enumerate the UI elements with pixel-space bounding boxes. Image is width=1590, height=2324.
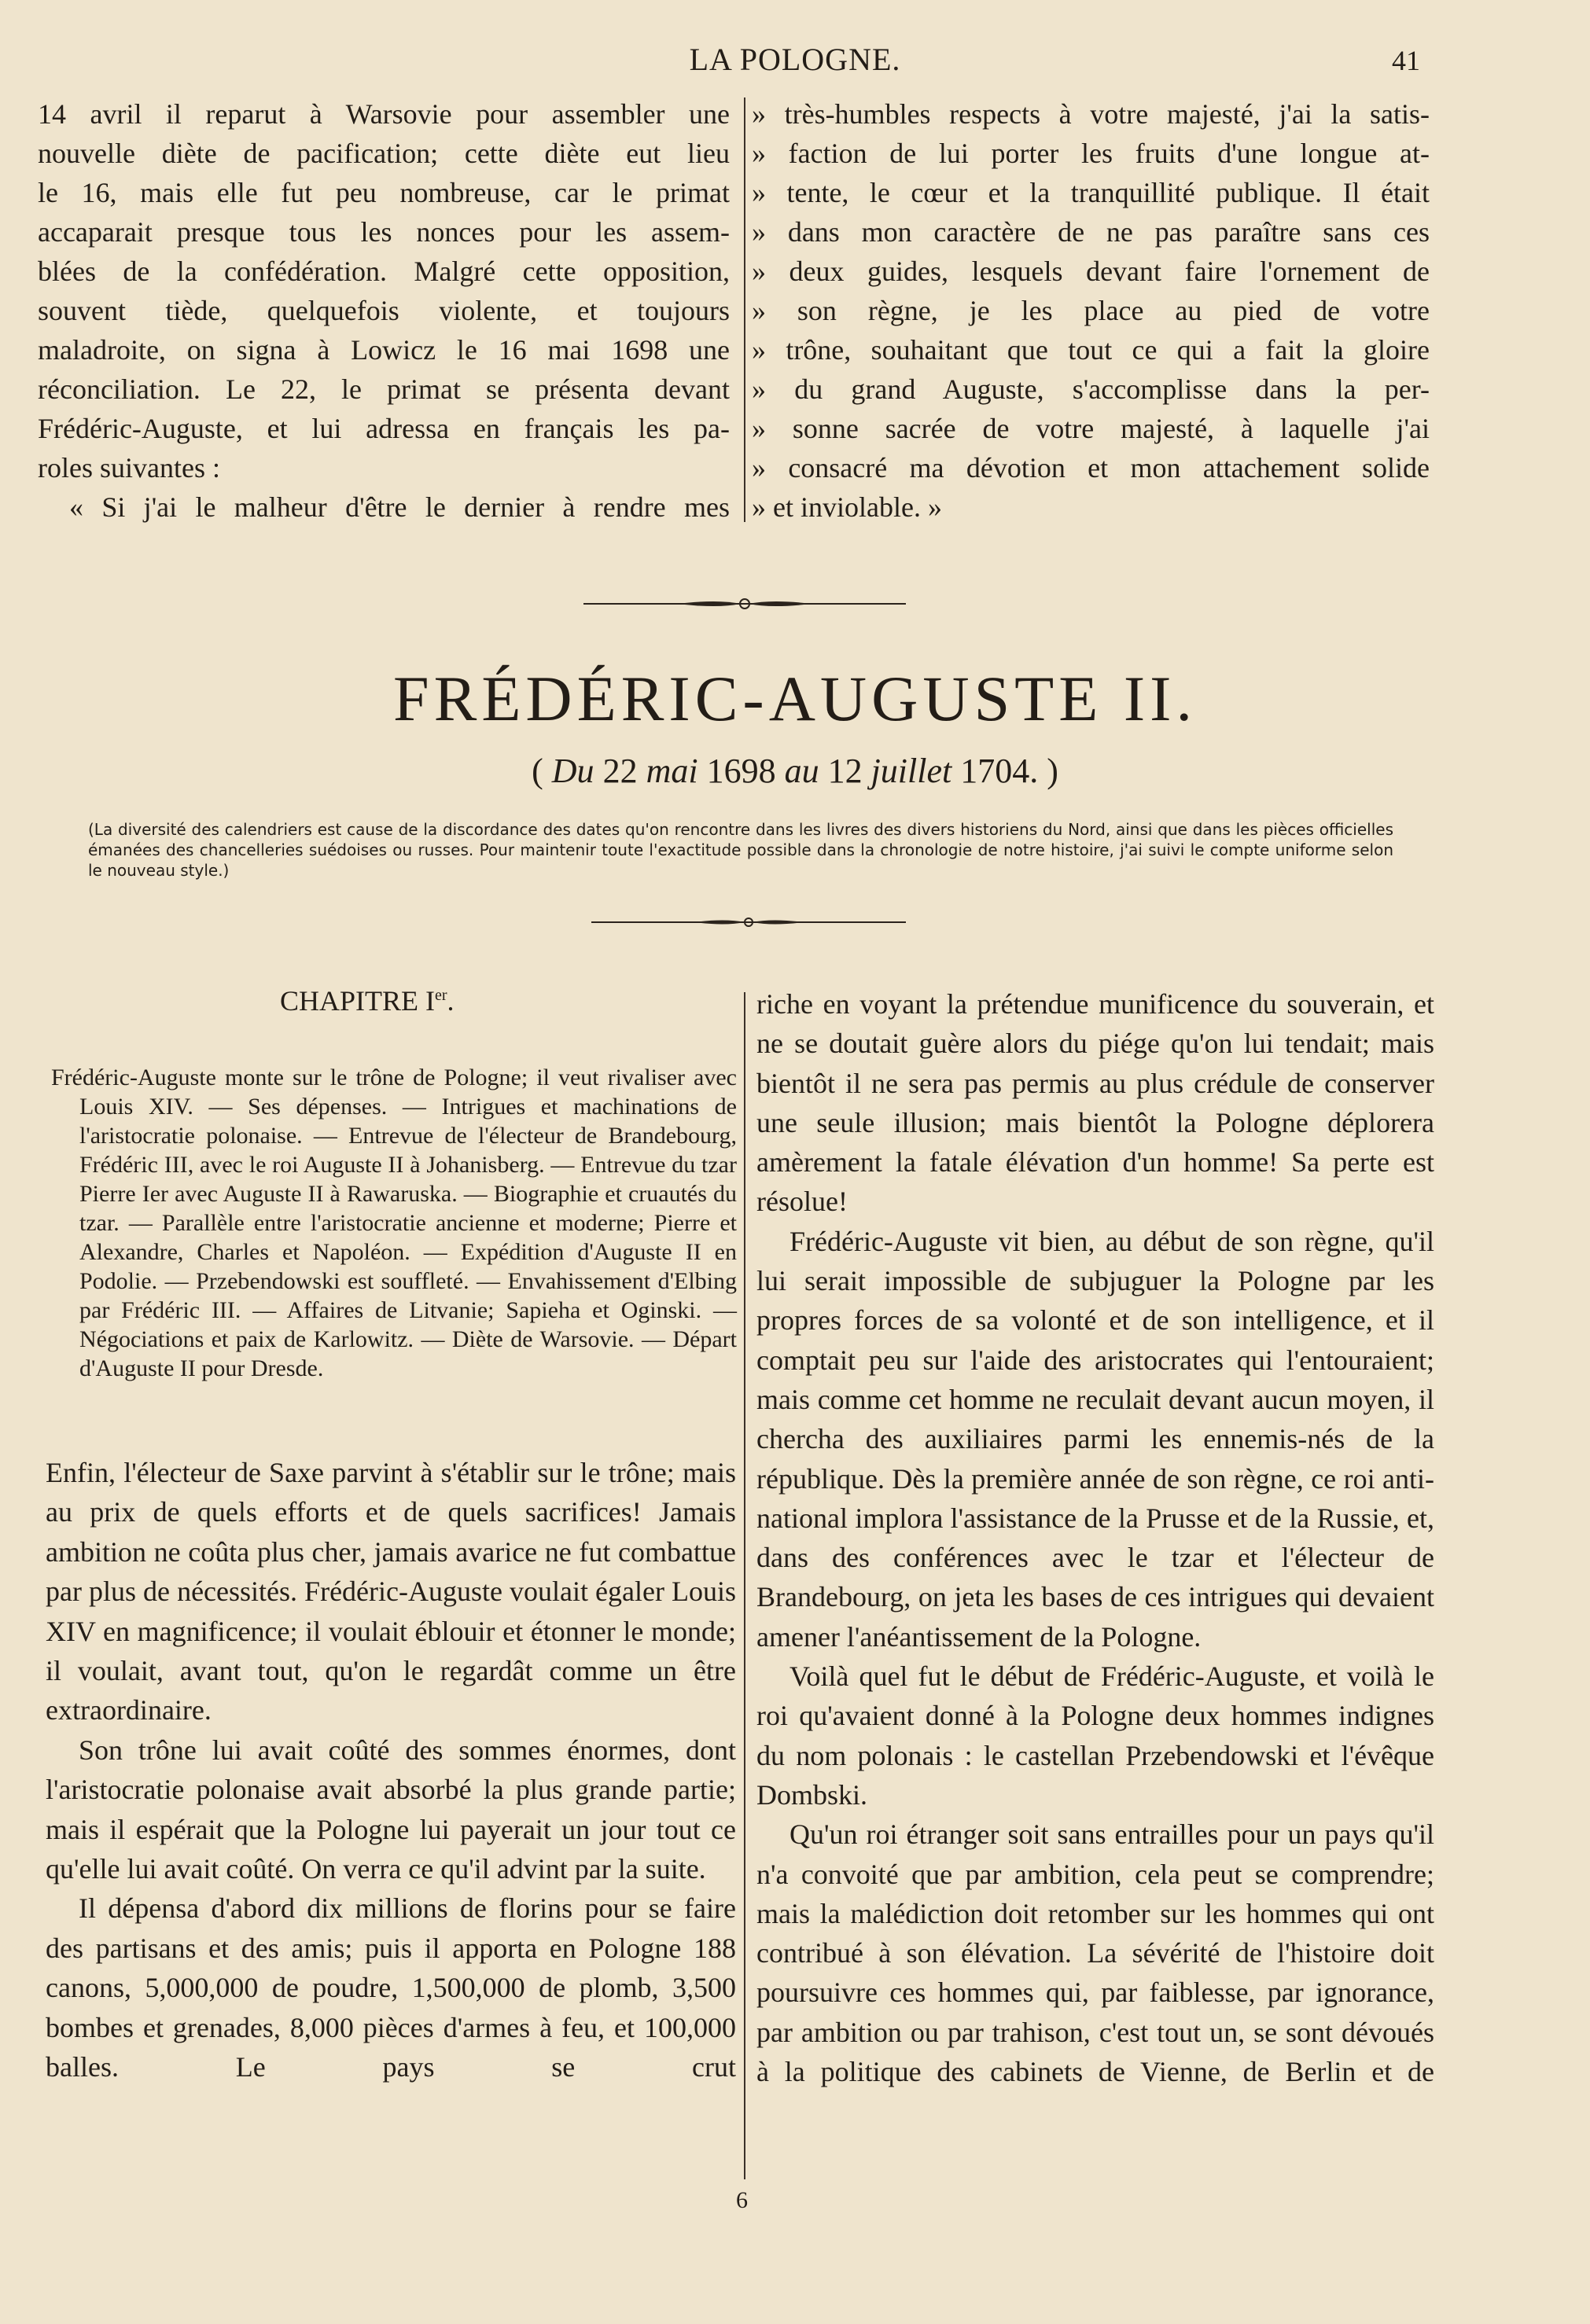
- text-line: » consacré ma dévotion et mon attachement solide: [752, 452, 1430, 484]
- page-number: 41: [1392, 45, 1420, 76]
- dates-paren-close: ): [1047, 752, 1058, 790]
- dates-year-end: 1704.: [960, 752, 1039, 790]
- paragraph: Frédéric-Auguste vit bien, au début de son règne, qu'il lui serait impossible de subjuguer la Pologne par les propres forces de sa volonté et de son intelligence, et il comptait peu sur l'aide des aristocrates qui l'entouraient; mais comme cet homme ne reculait devant aucun moyen, il chercha des auxiliaires parmi les ennemis-nés de la république. Dès la première année de son règne, ce roi anti-national implora l'assistance de la Prusse et de la Russie, et, dans des conférences avec le tzar et l'électeur de Brandebourg, on jeta les bases de ces intrigues qui devaient amener l'anéantissement de la Pologne.: [756, 1225, 1434, 1653]
- text-line: souvent tiède, quelquefois violente, et toujours: [38, 295, 730, 326]
- reign-dates: [0, 751, 1590, 791]
- text-line: 14 avril il reparut à Warsovie pour assembler une: [38, 98, 730, 130]
- paragraph: Qu'un roi étranger soit sans entrailles pour un pays qu'il n'a convoité que par ambition, cela peut se comprendre; mais la malédiction doit retomber sur les hommes qui ont contribué à son élévation. La sévérité de l'histoire doit poursuivre ces hommes qui, par faiblesse, par ignorance, par ambition ou par trahison, c'est tout un, se sont dévoués à la politique des cabinets de Vienne, de Berlin et de: [756, 1818, 1434, 2088]
- dates-du: Du: [551, 752, 594, 790]
- text-line: » et inviolable. »: [752, 491, 942, 523]
- chapter-title: [280, 984, 455, 1017]
- dates-year-start: 1698: [706, 752, 776, 790]
- text-line: » dans mon caractère de ne pas paraître sans ces: [752, 216, 1430, 248]
- section-title: FRÉDÉRIC-AUGUSTE II.: [393, 663, 1197, 734]
- running-title: LA POLOGNE.: [689, 42, 901, 77]
- dates-paren-open: (: [532, 752, 543, 790]
- signature-number: 6: [736, 2187, 748, 2213]
- text-line: blées de la confédération. Malgré cette opposition,: [38, 256, 730, 287]
- chapter-title-end: .: [447, 985, 455, 1017]
- text-line: Frédéric-Auguste, et lui adressa en français les pa-: [38, 413, 730, 444]
- text-line: maladroite, on signa à Lowicz le 16 mai 1698 une: [38, 334, 730, 366]
- column-rule: [744, 992, 745, 2179]
- chapter-summary: [51, 1063, 737, 1383]
- text-line: » faction de lui porter les fruits d'une longue at-: [752, 138, 1430, 169]
- text-line: » trône, souhaitant que tout ce qui a fait la gloire: [752, 334, 1430, 366]
- dates-month-start: mai: [646, 752, 698, 790]
- top-left-column: [38, 94, 730, 527]
- paragraph: Il dépensa d'abord dix millions de florins pour se faire des partisans et des amis; puis il apporta en Pologne 188 canons, 5,000,000 de poudre, 1,500,000 de plomb, 3,500 bombes et grenades, 8,000 pièces d'armes à feu, et 100,000 balles. Le pays se crut: [46, 1892, 736, 2083]
- top-right-column: [752, 94, 1430, 527]
- paragraph: Voilà quel fut le début de Frédéric-Auguste, et voilà le roi qu'avaient donné à la Pologne deux hommes indignes du nom polonais : le castellan Przebendowski et l'évêque Dombski.: [756, 1660, 1434, 1811]
- bottom-right-column: [756, 984, 1434, 2091]
- summary-text: Frédéric-Auguste monte sur le trône de Pologne; il veut rivaliser avec Louis XIV. — Ses dépenses. — Intrigues et machinations de l'aristocratie polonaise. — Entrevue de l'électeur de Brandebourg, Frédéric III, avec le roi Auguste II à Johanisberg. — Entrevue du tzar Pierre Ier avec Auguste II à Rawaruska. — Biographie et cruautés du tzar. — Parallèle entre l'aristocratie ancienne et moderne; Pierre et Alexandre, Charles et Napoléon. — Expédition d'Auguste II en Podolie. — Przebendowski est souffleté. — Envahissement d'Elbing par Frédéric III. — Affaires de Litvanie; Sapieha et Oginski. — Négociations et paix de Karlowitz. — Diète de Warsovie. — Départ d'Auguste II pour Dresde.: [51, 1065, 737, 1381]
- paragraph: riche en voyant la prétendue munificence du souverain, et ne se doutait guère alors du piége qu'on lui tendait; mais bientôt il ne sera pas permis au plus crédule de conserver une seule illusion; mais bientôt la Pologne déplorera amèrement la fatale élévation d'un homme! Sa perte est résolue!: [756, 988, 1434, 1218]
- text-line: » sonne sacrée de votre majesté, à laquelle j'ai: [752, 413, 1430, 444]
- column-rule: [744, 97, 745, 522]
- ornamental-divider: [591, 914, 906, 931]
- text-line: « Si j'ai le malheur d'être le dernier à rendre mes: [69, 491, 730, 523]
- dates-month-end: juillet: [870, 752, 952, 790]
- chapter-title-sup: er: [435, 987, 447, 1004]
- dates-day-start: 22: [602, 752, 638, 790]
- text-line: » deux guides, lesquels devant faire l'ornement de: [752, 256, 1430, 287]
- dates-au: au: [784, 752, 819, 790]
- paragraph: Son trône lui avait coûté des sommes énormes, dont l'aristocratie polonaise avait absorbé la plus grande partie; mais il espérait que la Pologne lui payerait un jour tout ce qu'elle lui avait coûté. On verra ce qu'il advint par la suite.: [46, 1734, 736, 1885]
- paragraph: Enfin, l'électeur de Saxe parvint à s'établir sur le trône; mais au prix de quels efforts et de quels sacrifices! Jamais ambition ne coûta plus cher, jamais avarice ne fut combattue par plus de nécessités. Frédéric-Auguste voulait égaler Louis XIV en magnificence; il voulait éblouir et étonner le monde; il voulait, avant tout, qu'on le regardât comme un être extraordinaire.: [46, 1457, 736, 1726]
- text-line: » tente, le cœur et la tranquillité publique. Il était: [752, 177, 1430, 208]
- bottom-left-column: [46, 1453, 736, 2087]
- text-line: roles suivantes :: [38, 452, 220, 484]
- text-line: le 16, mais elle fut peu nombreuse, car le primat: [38, 177, 730, 208]
- text-line: nouvelle diète de pacification; cette diète eut lieu: [38, 138, 730, 169]
- chapter-title-text: CHAPITRE I: [280, 985, 435, 1017]
- text-line: » son règne, je les place au pied de votre: [752, 295, 1430, 326]
- text-line: accaparait presque tous les nonces pour les assem-: [38, 216, 730, 248]
- text-line: » du grand Auguste, s'accomplisse dans la per-: [752, 373, 1430, 405]
- calendar-note: (La diversité des calendriers est cause de la discordance des dates qu'on rencontre dans les livres des divers historiens du Nord, ainsi que dans les pièces officielles émanées des chancelleries suédoises ou russes. Pour maintenir toute l'exactitude possible dans la chronologie de notre histoire, j'ai suivi le compte uniforme selon le nouveau style.): [88, 820, 1393, 880]
- dates-day-end: 12: [827, 752, 863, 790]
- ornamental-divider: [583, 594, 906, 613]
- text-line: réconciliation. Le 22, le primat se présenta devant: [38, 373, 730, 405]
- text-line: » très-humbles respects à votre majesté, j'ai la satis-: [752, 98, 1430, 130]
